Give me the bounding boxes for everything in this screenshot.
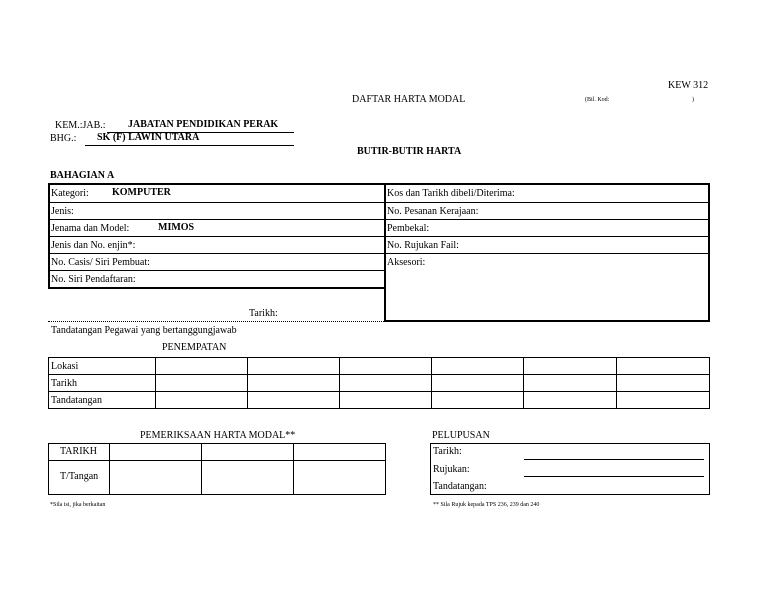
tarikh-signature-label: Tarikh: (249, 308, 278, 319)
bil-kod-close: ) (692, 97, 694, 103)
pelupusan-tarikh-label: Tarikh: (433, 446, 462, 457)
form-code: KEW 312 (668, 80, 709, 91)
footnote-left: *Sila isi, jika berkaitan (50, 502, 106, 508)
kos-label: Kos dan Tarikh dibeli/Diterima: (387, 188, 515, 199)
pelupusan-title: PELUPUSAN (432, 430, 490, 441)
jenama-label: Jenama dan Model: (51, 223, 130, 234)
casis-label: No. Casis/ Siri Pembuat: (51, 257, 150, 268)
footnote-right: ** Sila Rujuk kepada TPS 236, 239 dan 240 (433, 502, 540, 508)
penempatan-row-lokasi: Lokasi (51, 361, 79, 372)
enjin-label: Jenis dan No. enjin*: (51, 240, 136, 251)
bahagian-a-heading: BAHAGIAN A (50, 170, 115, 181)
penempatan-table (48, 357, 710, 409)
rujukan-fail-label: No. Rujukan Fail: (387, 240, 459, 251)
penempatan-row-tandatangan: Tandatangan (51, 395, 102, 406)
pemeriksaan-title: PEMERIKSAAN HARTA MODAL** (140, 430, 296, 441)
kategori-label: Kategori: (51, 188, 89, 199)
penempatan-title: PENEMPATAN (162, 342, 227, 353)
bhg-value: SK (F) LAWIN UTARA (97, 132, 200, 143)
jenama-value: MIMOS (158, 222, 195, 233)
kategori-value: KOMPUTER (112, 187, 171, 198)
section-title: BUTIR-BUTIR HARTA (357, 146, 462, 157)
pembekal-label: Pembekal: (387, 223, 430, 234)
signature-caption: Tandatangan Pegawai yang bertanggungjawab (51, 325, 237, 336)
pemeriksaan-row-tarikh: TARIKH (60, 446, 97, 457)
pesanan-label: No. Pesanan Kerajaan: (387, 206, 479, 217)
pemeriksaan-table (48, 443, 386, 495)
siri-pendaftaran-label: No. Siri Pendaftaran: (51, 274, 136, 285)
kem-jab-label: KEM.:JAB.: (55, 120, 106, 131)
bil-kod-label: (Bil. Kod: (585, 97, 610, 103)
pelupusan-rujukan-label: Rujukan: (433, 464, 470, 475)
aksesori-label: Aksesori: (387, 257, 426, 268)
page-title: DAFTAR HARTA MODAL (352, 94, 466, 105)
penempatan-row-tarikh: Tarikh (51, 378, 77, 389)
pelupusan-tandatangan-label: Tandatangan: (433, 481, 487, 492)
jenis-label: Jenis: (51, 206, 74, 217)
pemeriksaan-row-ttangan: T/Tangan (60, 471, 99, 482)
kem-jab-value: JABATAN PENDIDIKAN PERAK (128, 119, 279, 130)
bhg-label: BHG.: (50, 133, 77, 144)
bhg-underline (85, 145, 294, 146)
signature-line (48, 321, 384, 322)
